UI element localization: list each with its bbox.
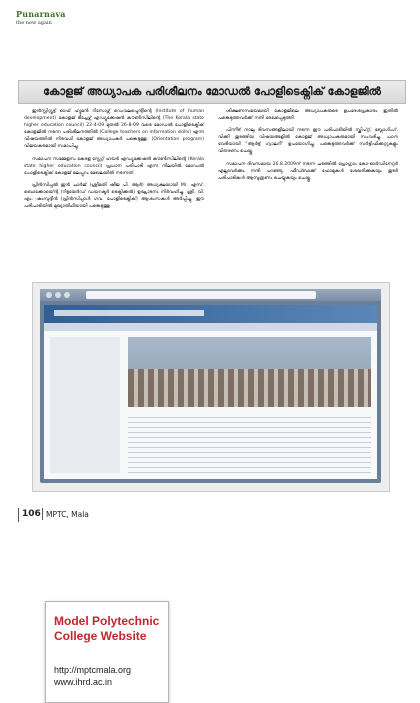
article-title-band	[18, 80, 406, 104]
browser-toolbar	[40, 289, 381, 301]
article-left-column	[24, 108, 204, 215]
address-bar	[86, 291, 316, 299]
footer-separator	[42, 508, 43, 520]
window-dot-icon	[64, 292, 70, 298]
website-text	[128, 413, 371, 473]
window-dot-icon	[55, 292, 61, 298]
magazine-name: Punarnava	[16, 9, 66, 19]
page-number: 106	[22, 509, 41, 519]
browser-screenshot	[40, 289, 381, 483]
website-sidebar	[50, 337, 120, 473]
article-title: കോളജ് അധ്യാപക പരിശീലനം മോഡൽ പോളിടെക്നിക് കോളജിൽ	[43, 85, 381, 98]
caption-url: www.ihrd.ac.in	[54, 677, 113, 687]
website-header-title	[54, 310, 204, 316]
website-nav	[44, 323, 377, 331]
website-content	[44, 305, 377, 479]
magazine-tagline: the new again	[16, 20, 52, 26]
photo-caption-box	[45, 601, 169, 703]
publication-name: MPTC, Mala	[46, 510, 89, 519]
website-banner	[128, 337, 371, 407]
paragraph: പിന്നീട് നാലു ദിവസങ്ങളിലായി നടന്ന ഈ പരിപാടിയിൽ സ്ക്രിപ്റ്റ്, ബ്ലോഗിംഗ്, വിക്കി തുടങ്ങിയ വിഷയങ്ങളിൽ കോളജ് അധ്യാപകരുമായി സംവദിച്ചു. പഠന വേദിയായി "ആർട്ട് ഗ്യാലറി" ഉപയോഗിച്ചു. പങ്കെടുത്തവർക്ക് സർട്ടിഫിക്കറ്റുകളും വിതരണം ചെയ്തു.	[218, 128, 398, 155]
website-header	[44, 305, 377, 323]
paragraph: പ്രിൻസിപ്പൽ ഇൻ ചാർജ് (ശ്രീമതി ഷീജ പി. ആർ) അധ്യക്ഷയായി Mr. എസ്. ബൊക്കോയ്ന്റെ (റിട്ടയേർഡ് ഡയറക്ടർ ടെക്നിക്കൽ) ഉദ്ഘാടനം നിർവഹിച്ചു. ശ്രീ. വി. എം. ഷംസുദ്ദീൻ (പ്രിൻസിപ്പാൾ ഗവ. പോളിടെക്നിക്) ആശംസകൾ അർപ്പിച്ചു. ഈ പരിപാടിയിൽ മുഖ്യാതിഥിയായി പങ്കെടുത്തു.	[24, 182, 204, 210]
paragraph: ഇൻസ്റ്റിറ്റ്യൂട്ട് ഓഫ് ഹ്യൂമൻ റിസോഴ്സ് ഡെവലപ്മെന്റിന്റെ (Institute of human development) കോളജ് ടീച്ചേഴ്സ് എഡ്യൂക്കേഷൻ കൗൺസിലിന്റെ (The Kerala state higher education council) 22-4-09 മുതൽ 26-8-09 വരെ മോഡൽ പോളിടെക്നിക് കോളജിൽ നടന്ന പരിശീലനത്തിൽ (College teachers on information skills) എന്ന വിഷയത്തിൽ നിരവധി കോളജ് അധ്യാപകർ പങ്കെടുത്തു. (Orientation program) വിജയകരമായി സമാപിച്ചു.	[24, 109, 204, 150]
caption-title: Model Polytechnic College Website	[54, 614, 160, 643]
caption-url: http://mptcmala.org	[54, 665, 132, 675]
caption-urls	[54, 664, 164, 688]
building-image	[128, 369, 371, 407]
paragraph: ശിക്ഷണസമയമായി കോളജിലെ അധ്യാപകരുടെ ഉപദേശപ്രകാരം ഇതിൽ പങ്കെടുത്തവർക്ക് നന്ദി രേഖപ്പെടുത്തി.	[218, 109, 398, 122]
paragraph: സമാപന സമ്മേളനം കേരള സ്റ്റേറ്റ് ഹയർ എഡ്യൂക്കേഷൻ കൗൺസിലിന്റെ (Kerala state higher education council) പ്രധാന പരിപാടി എന്ന നിലയിൽ മോഡൽ പോളിടെക്നിക് കോളജ് മലപ്പുറം മേഖലയിൽ നടന്നത്.	[24, 156, 204, 176]
paragraph: സമാപന ദിവസമായ 26.8.2009ന് നടന്ന ചടങ്ങിൽ പ്രോഗ്രാം കോ-ഓർഡിനേറ്റർ എല്ലാവർക്കും നന്ദി പറഞ്ഞു. ഫീഡ്ബാക്ക് ഫോമുകൾ ശേഖരിക്കുകയും തുടർ പരിപാടികൾ ആസൂത്രണം ചെയ്യുകയും ചെയ്തു.	[218, 161, 398, 181]
window-dot-icon	[46, 292, 52, 298]
footer-rule	[18, 508, 19, 522]
article-right-column	[218, 108, 398, 187]
website-photo	[32, 282, 390, 687]
